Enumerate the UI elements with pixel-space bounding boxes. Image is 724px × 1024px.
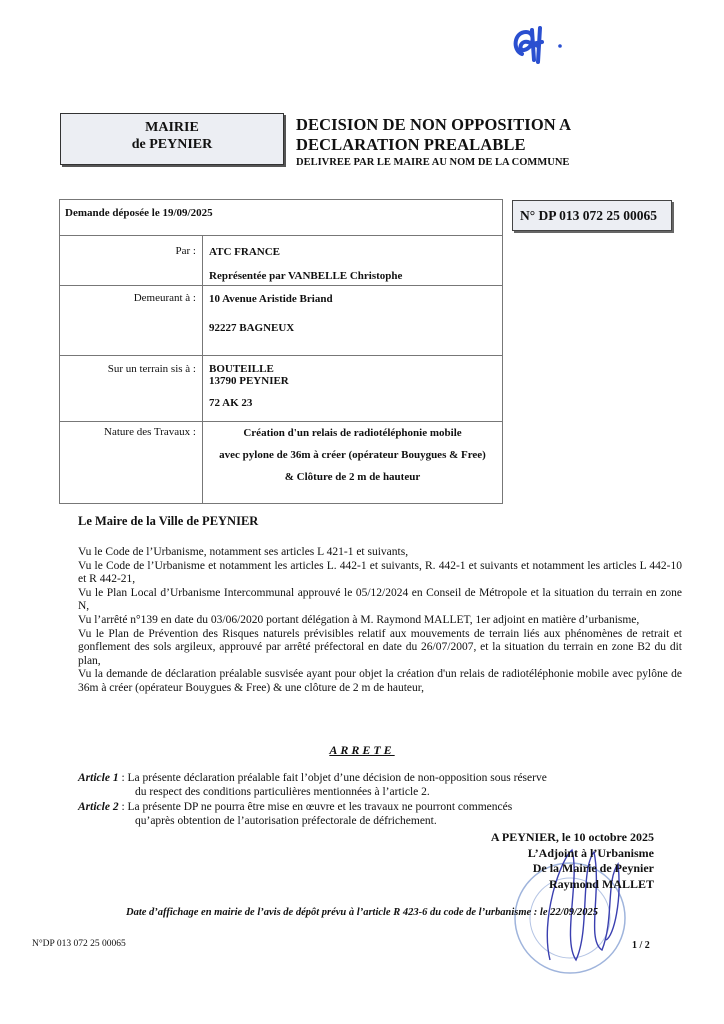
document-title [296,115,571,170]
row-label-terrain: Sur un terrain sis à : [60,356,203,422]
signature-block [491,830,654,892]
deposit-date: Demande déposée le 19/09/2025 [60,200,503,236]
signatory-name: Raymond MALLET [548,876,654,891]
signature-entity: De la Mairie de Peynier [532,861,654,875]
title-subtitle: DELIVREE PAR LE MAIRE AU NOM DE LA COMMUNE [296,157,570,168]
article-1 [78,771,682,799]
article-separator: : [118,772,128,784]
table-row [60,356,503,422]
consideration-item: Vu le Code de l’Urbanisme, notamment ses articles L 421-1 et suivants, [78,546,409,558]
terrain-locality: BOUTEILLE [209,363,274,375]
row-label-demeurant: Demeurant à : [60,286,203,356]
article-text: La présente déclaration préalable fait l’objet d’une décision de non-opposition sous réserve [127,772,547,784]
page-number: 1 / 2 [632,940,650,951]
terrain-city: 13790 PEYNIER [209,375,289,387]
row-label-nature: Nature des Travaux : [60,422,203,504]
consideration-item: Vu le Plan de Prévention des Risques naturels prévisibles relatif aux mouvements de terrain liés aux phénomènes de retrait et gonflement des sols argileux, approuvé par arrêté préfectoral en date du 26/07/2007, et la situation du terrain en zone B2 du dit plan, [78,627,682,667]
dp-number-box: N° DP 013 072 25 00065 [512,200,672,231]
considerations [78,546,682,696]
posting-date-notice: Date d’affichage en mairie de l’avis de dépôt prévu à l’article R 423-6 du code de l’urbanisme : le 22/09/2025 [126,907,598,918]
signature-role: L’Adjoint à l’Urbanisme [527,845,654,860]
handwritten-initials-icon [508,20,578,66]
applicant-name: ATC FRANCE [209,246,280,258]
request-table [59,199,503,504]
article-label: Article 2 [78,801,119,813]
row-label-par: Par : [60,236,203,286]
article-separator: : [118,801,128,813]
terrain-parcel: 72 AK 23 [209,397,253,409]
article-2 [78,800,682,828]
address-city: 92227 BAGNEUX [209,322,295,334]
article-label: Article 1 [78,772,119,784]
table-row [60,286,503,356]
title-line2: DECLARATION PREALABLE [296,135,526,154]
works-line1: Création d'un relais de radiotéléphonie mobile [243,427,462,439]
article-text: La présente DP ne pourra être mise en œuvre et les travaux ne pourront commencés [127,801,513,813]
mairie-box [60,113,284,165]
address-street: 10 Avenue Aristide Briand [209,293,333,305]
consideration-item: Vu la demande de déclaration préalable susvisée ayant pour objet la création d'un relais de radiotéléphonie mobile avec pylône de 36m à créer (opérateur Bouygues & Free) & une clôture de 2 m de hauteur, [78,668,682,694]
table-row [60,236,503,286]
deposit-row [60,200,503,236]
works-line2: avec pylone de 36m à créer (opérateur Bouygues & Free) [219,449,486,461]
works-line3: & Clôture de 2 m de hauteur [284,471,421,483]
title-line1: DECISION DE NON OPPOSITION A [296,115,572,134]
consideration-item: Vu l’arrêté n°139 en date du 03/06/2020 portant délégation à M. Raymond MALLET, 1er adjoint en matière d’urbanisme, [78,613,640,626]
arrete-heading: ARRETE [329,743,395,757]
consideration-item: Vu le Plan Local d’Urbanisme Intercommunal approuvé le 05/12/2024 en Conseil de Métropole et la situation du terrain en zone N, [78,586,682,613]
article-text-continued: du respect des conditions particulières mentionnées à l’article 2. [135,786,430,798]
consideration-item: Vu le Code de l’Urbanisme et notamment les articles L. 442-1 et suivants, R. 442-1 et suivants et notamment les articles L 442-10 et R 442-21, [78,559,682,586]
applicant-representative: Représentée par VANBELLE Christophe [209,270,403,282]
mairie-line2: de PEYNIER [131,137,213,152]
footer-reference: N°DP 013 072 25 00065 [32,939,126,949]
table-row [60,422,503,504]
maire-title: Le Maire de la Ville de PEYNIER [78,514,259,528]
article-text-continued: qu’après obtention de l’autorisation préfectorale de défrichement. [135,815,437,827]
mairie-line1: MAIRIE [145,120,199,135]
signature-place-date: A PEYNIER, le 10 octobre 2025 [490,830,654,844]
